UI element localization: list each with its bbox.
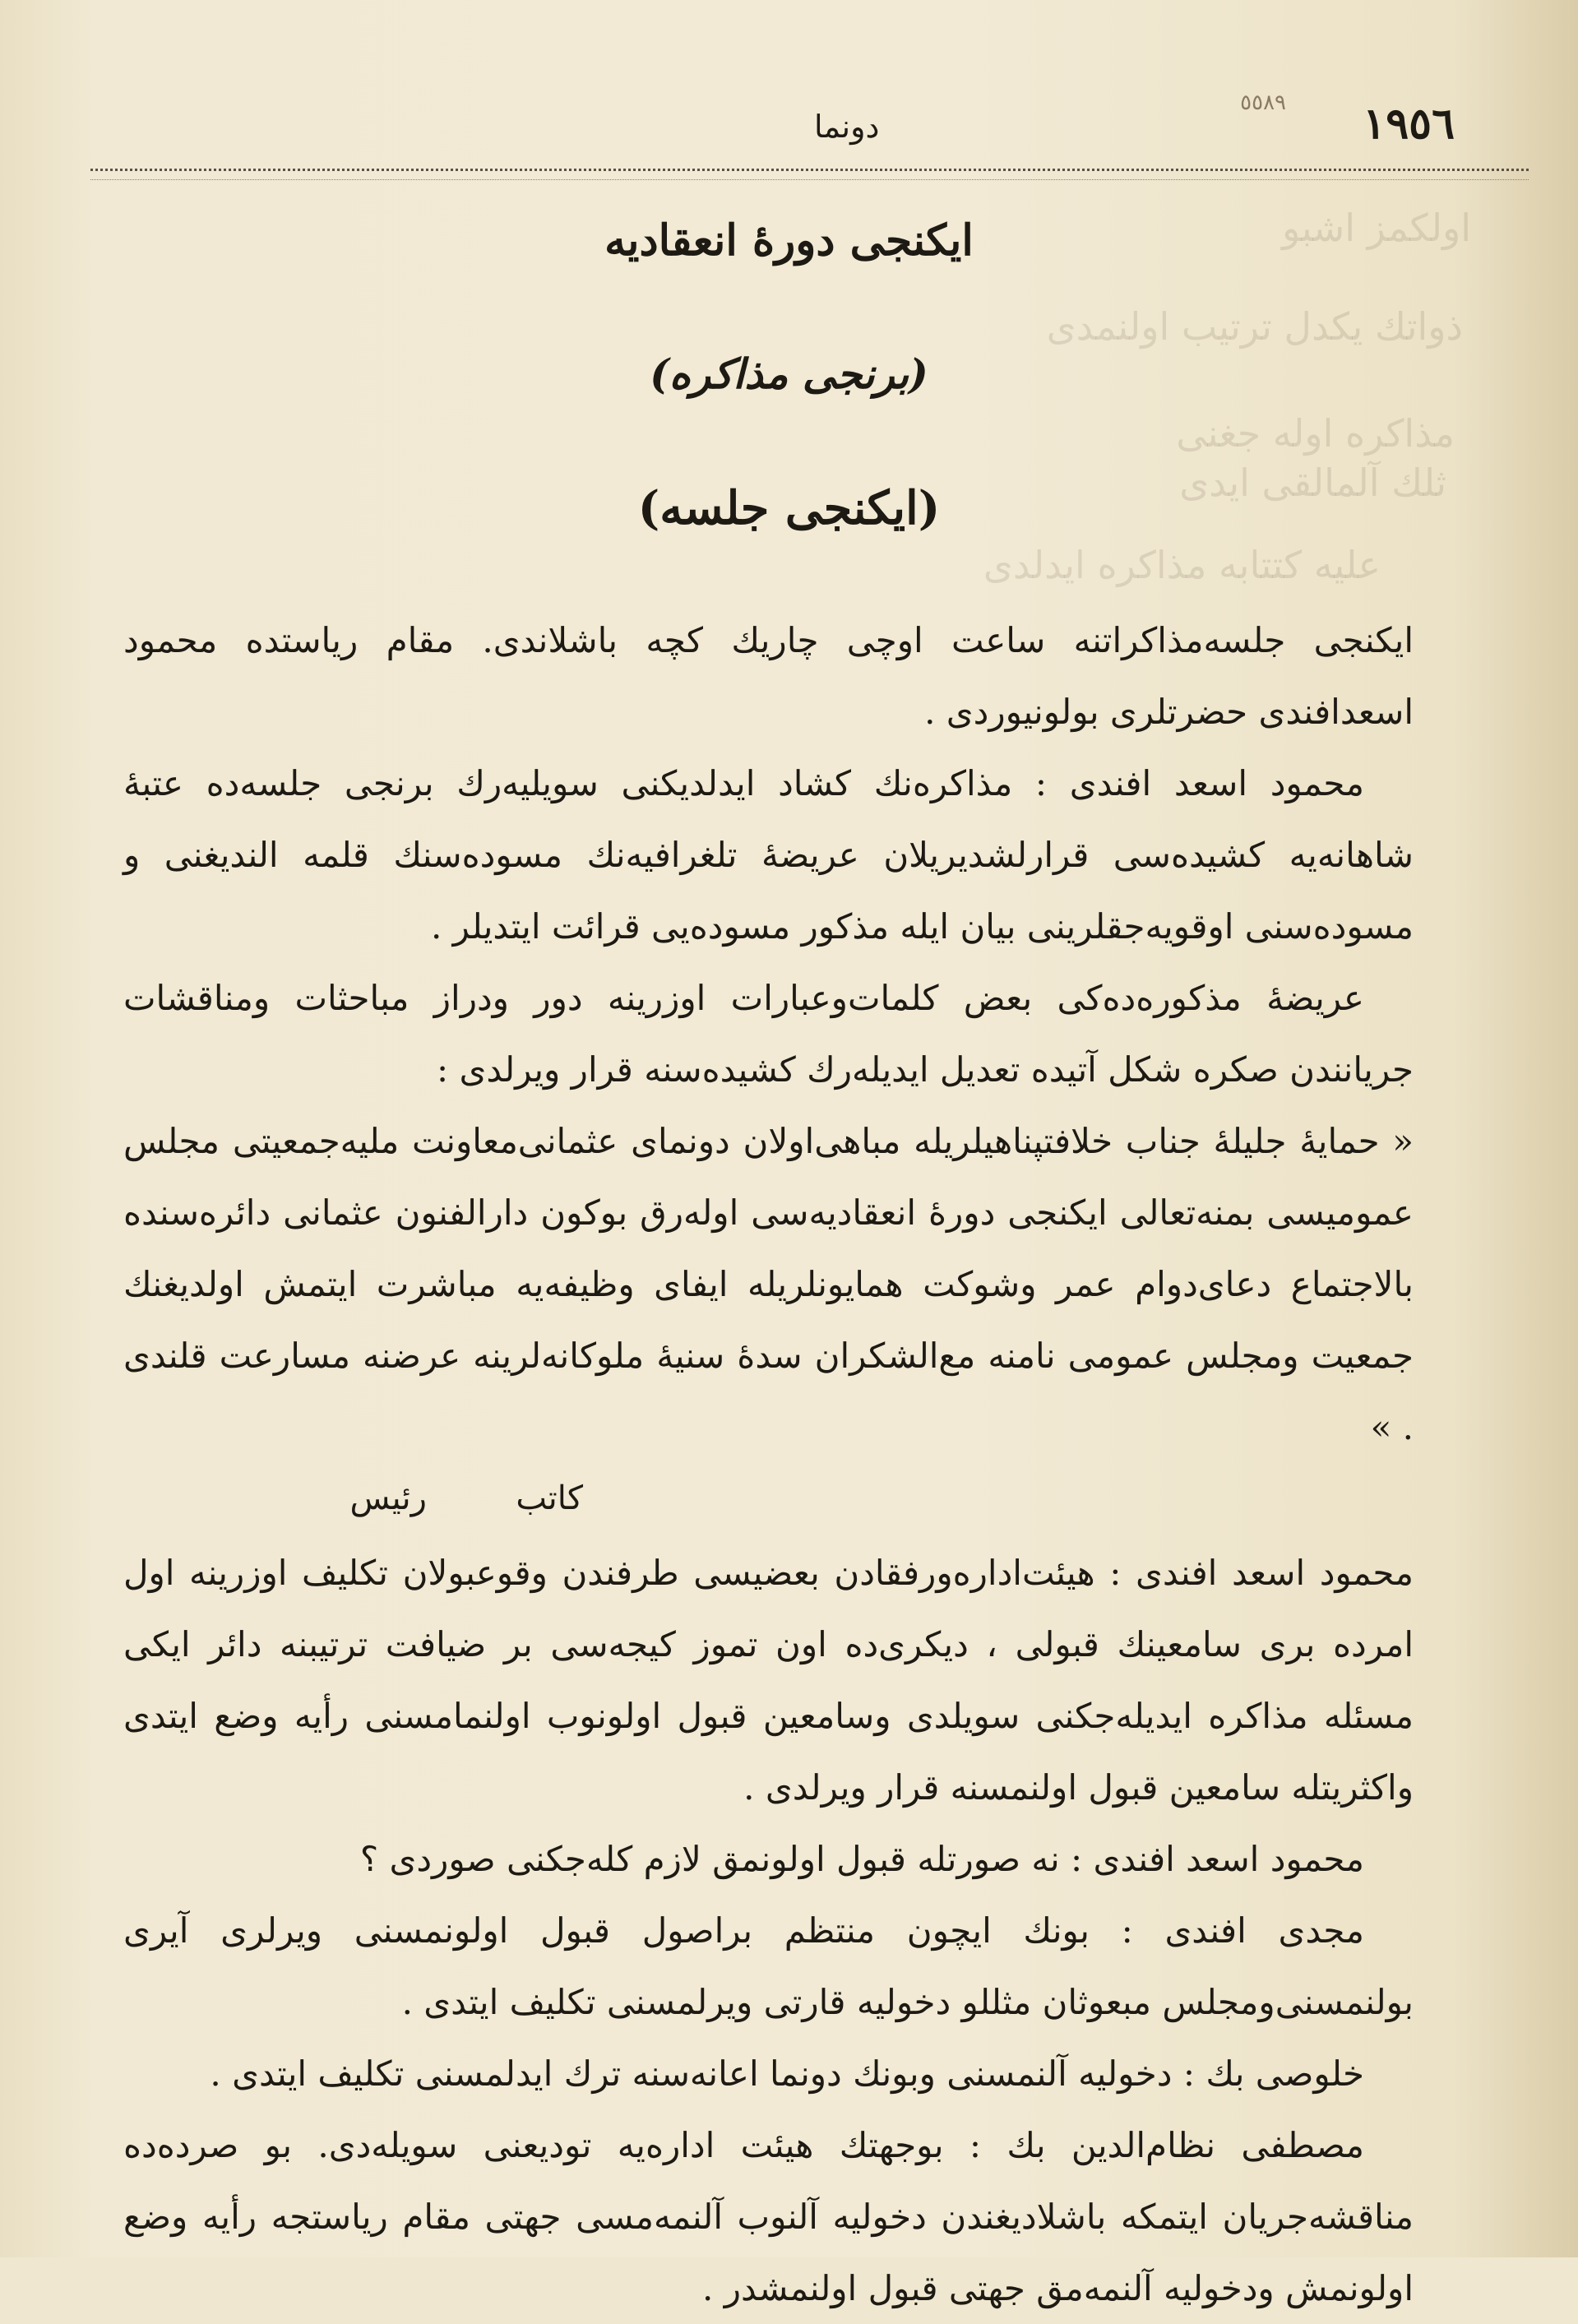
- signature-line: [123, 1463, 1414, 1537]
- paragraph-audience-motion: محمود اسعد افندى : هيئت‌اداره‌ورفقادن بعضيسى طرفندن وقوعبولان تكليف اوزرينه اول امرده برى سامعينك قبولى ، ديكرى‌ده اون تموز كيجه‌سى بر ضيافت ترتيبنه دائر ايكى مسئله مذاكره ايديله‌جكنى سويلدى وسامعين قبول اولونوب اولنمامسنى رأيه وضع ايتدى واكثريتله سامعين قبول اولنمسنه قرار ويرلدى .: [123, 1553, 1414, 1808]
- minutes-body: [123, 604, 1414, 2324]
- paragraph-hulusi-bey: خلوصى بك : دخوليه آلنمسنى وبونك دونما اعانه‌سنه ترك ايدلمسنى تكليف ايتدى .: [210, 2053, 1364, 2094]
- paragraph-mustafa-nizameddin: مصطفى نظام‌الدين بك : بوجهتك هيئت اداره‌يه توديعنى سويله‌دى. بو صرده‌ده مناقشه‌جريان ايتمكه باشلاديغندن دخوليه آلنوب آلنمه‌مسى جهتى مقام رياستجه رأيه وضع اولونمش ودخوليه آلنمه‌مق جهتى قبول اولنمشدر .: [123, 2125, 1414, 2308]
- paragraph-chair-question: محمود اسعد افندى : نه صورتله قبول اولونمق لازم كله‌جكنى صوردى ؟: [359, 1839, 1364, 1879]
- sitting-subtitle: (ايكنجى جلسه): [637, 481, 941, 535]
- show-through-text: اولكمز اشبو ذواتك يكدل ترتيب اولنمدى مذاكره اوله جغنى ثلك آلمالقى ايدى عليه كتتابه مذاكره ايدلدى: [983, 206, 1471, 587]
- signature-reis: رئيس: [349, 1479, 427, 1517]
- paragraph-mecdi-efendi: مجدى افندى : بونك ايچون منتظم براصول قبول اولونمسنى ويرلرى آيرى بولنمسنى‌ومجلس مبعوثان مثللو دخوليه قارتى ويرلمسنى تكليف ايتدى .: [123, 1910, 1414, 2022]
- signature-katib: كاتب: [516, 1479, 583, 1517]
- paragraph-petition-text: « حمايهٔ جليلهٔ جناب خلافتپناهيلريله مباهى‌اولان دونماى عثمانى‌معاونت مليه‌جمعيتى مجلس عموميسى بمنه‌تعالى ايكنجى دورهٔ انعقاديه‌سى اوله‌رق بوكون دارالفنون عثمانى دائره‌سنده بالاجتماع دعاى‌دوام عمر وشوكت همايونلريله ايفاى وظيفه‌يه مباشرت ايتمش اولديغنك جمعيت ومجلس عمومى نامنه مع‌الشكران سدهٔ سنيهٔ ملوكانه‌لرينه عرضنه مسارعت قلندى . »: [123, 1121, 1414, 1447]
- page-number: ١٩٥٦: [1363, 99, 1455, 149]
- session-period-title: ايكنجى دورهٔ انعقاديه: [604, 215, 974, 266]
- paragraph-chair-announcement: محمود اسعد افندى : مذاكره‌نك كشاد ايدلديكنى سويليه‌رك برنجى جلسه‌ده عتبهٔ شاهانه‌يه كشيده‌سى قرارلشديريلان عريضهٔ تلغرافيه‌نك مسوده‌سنك قلمه الندیغنى و مسوده‌سنى اوقويه‌جقلرينى بيان ايله مذكور مسوده‌يى قرائت ايتديلر .: [123, 763, 1414, 947]
- paragraph-petition-decision: عريضهٔ مذكوره‌ده‌كى بعض كلمات‌وعبارات اوزرينه دور ودراز مباحثات ومناقشات جريانندن صكره شكل آتيده تعديل ايديله‌رك كشيده‌سنه قرار ويرلدى :: [123, 978, 1414, 1090]
- page-header: [90, 90, 1455, 156]
- paragraph-opening: ايكنجى جلسه‌مذاكراتنه ساعت اوچى چاريك كچه باشلاندى. مقام رياستده محمود اسعدافندى حضرتلرى بولونيوردى .: [123, 620, 1414, 732]
- deliberation-subtitle: (برنجى مذاكره): [650, 350, 928, 398]
- header-divider: [90, 169, 1529, 180]
- running-head: دونما: [814, 109, 880, 145]
- stamp-number: ٥٥٨٩: [1240, 90, 1286, 115]
